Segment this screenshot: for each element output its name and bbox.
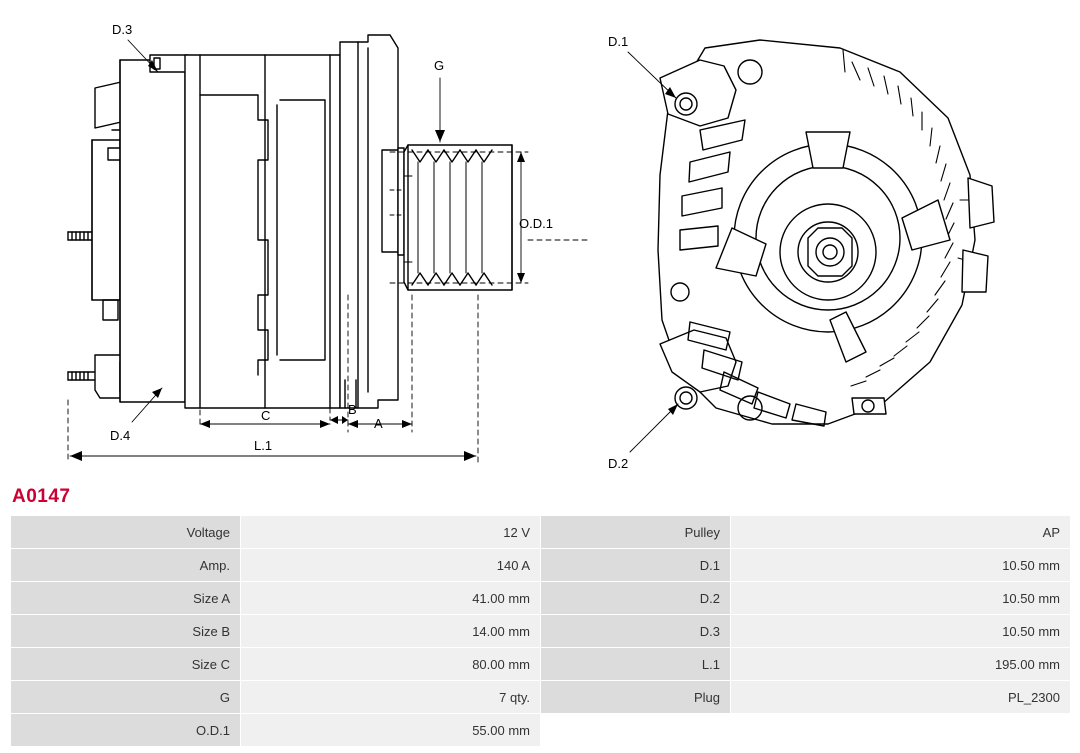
table-row bbox=[11, 681, 1071, 714]
spec-empty-cell bbox=[731, 714, 1071, 747]
spec-value: 140 A bbox=[241, 549, 541, 582]
spec-key: L.1 bbox=[541, 648, 731, 681]
table-row bbox=[11, 516, 1071, 549]
specification-table bbox=[10, 515, 1071, 747]
label-b: B bbox=[348, 402, 357, 417]
label-d2: D.2 bbox=[608, 456, 629, 471]
spec-key: D.3 bbox=[541, 615, 731, 648]
spec-key: Plug bbox=[541, 681, 731, 714]
spec-value: 41.00 mm bbox=[241, 582, 541, 615]
table-row bbox=[11, 615, 1071, 648]
spec-value: 55.00 mm bbox=[241, 714, 541, 747]
spec-key: Voltage bbox=[11, 516, 241, 549]
label-c: C bbox=[261, 408, 271, 423]
spec-key: D.2 bbox=[541, 582, 731, 615]
table-row bbox=[11, 714, 1071, 747]
spec-value: 7 qty. bbox=[241, 681, 541, 714]
spec-value: 10.50 mm bbox=[731, 615, 1071, 648]
spec-value: 14.00 mm bbox=[241, 615, 541, 648]
label-d3: D.3 bbox=[112, 22, 133, 37]
spec-value: PL_2300 bbox=[731, 681, 1071, 714]
table-row bbox=[11, 582, 1071, 615]
label-d1: D.1 bbox=[608, 34, 629, 49]
label-a: A bbox=[374, 416, 383, 431]
spec-key: O.D.1 bbox=[11, 714, 241, 747]
spec-value: AP bbox=[731, 516, 1071, 549]
table-row bbox=[11, 549, 1071, 582]
spec-key: Pulley bbox=[541, 516, 731, 549]
spec-value: 12 V bbox=[241, 516, 541, 549]
spec-value: 10.50 mm bbox=[731, 582, 1071, 615]
label-g: G bbox=[434, 58, 445, 73]
spec-key: Size B bbox=[11, 615, 241, 648]
spec-empty-cell bbox=[541, 714, 731, 747]
label-d4: D.4 bbox=[110, 428, 131, 443]
part-number: A0147 bbox=[12, 486, 71, 507]
spec-key: Size A bbox=[11, 582, 241, 615]
spec-key: Amp. bbox=[11, 549, 241, 582]
table-row bbox=[11, 648, 1071, 681]
spec-value: 10.50 mm bbox=[731, 549, 1071, 582]
spec-key: Size C bbox=[11, 648, 241, 681]
spec-value: 80.00 mm bbox=[241, 648, 541, 681]
label-od1: O.D.1 bbox=[519, 216, 553, 231]
spec-value: 195.00 mm bbox=[731, 648, 1071, 681]
spec-key: D.1 bbox=[541, 549, 731, 582]
spec-key: G bbox=[11, 681, 241, 714]
label-l1: L.1 bbox=[254, 438, 273, 453]
